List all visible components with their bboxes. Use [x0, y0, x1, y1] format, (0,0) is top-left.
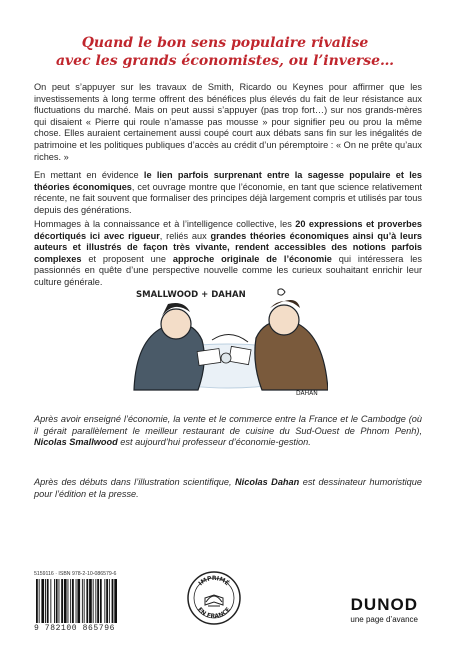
illustrator-bio — [34, 477, 422, 500]
text-run: Après avoir enseigné l’économie, la vente et le commerce entre la France et le Cambodge (où il gérait parallèlement le meilleur restaurant de cuisine du Sud-Ouest de Phnom Penh), — [34, 414, 422, 436]
paragraph-intro — [34, 82, 422, 163]
barcode — [34, 579, 144, 625]
publisher-logo: DUNOD — [350, 595, 418, 614]
isbn-line: 5159116 · ISBN 978-2-10-086579-6 — [34, 571, 117, 577]
text-run: est aujourd’hui professeur d’économie-gestion. — [117, 437, 311, 448]
text-run: qui intéressera les passionnés en quête d’une perspective nouvelle comme les curieux souhaitant enrichir leur culture générale. — [34, 253, 422, 287]
cover-illustration — [128, 286, 328, 400]
text-run: , cet ouvrage montre que l’économie, en tant que science relativement récente, ne fait souvent que formaliser des principes déjà largement compris et utilisés par tous depuis des générations. — [34, 181, 422, 215]
illustration-signature: SMALLWOOD + DAHAN — [136, 290, 246, 300]
text-run: Hommages à la connaissance et à l’intelligence collective, les — [34, 219, 296, 229]
emphasis-text: 20 expressions et proverbes décortiqués ici avec rigueur — [34, 219, 422, 241]
text-run: et proposent une — [81, 253, 173, 264]
paragraph-tribute — [34, 219, 422, 289]
author-bio — [34, 414, 422, 449]
headline-line-1: Quand le bon sens populaire rivalise — [81, 35, 369, 51]
emphasis-text: grandes théories économiques ainsi qu’à leurs auteurs et illustrés de façon très vivante, rendent accessibles des notions parfois complexes — [34, 230, 422, 264]
emphasis-text: le lien parfois surprenant entre la sagesse populaire et les théories économiques — [34, 170, 422, 192]
text-run: , reliés aux — [159, 230, 211, 241]
illustration-artist-mark: DAHAN — [296, 390, 318, 397]
seal-top-text: IMPRIMÉ — [197, 574, 231, 588]
emphasis-text: Nicolas Dahan — [235, 477, 300, 487]
barcode-number: 9 782100 865796 — [34, 624, 116, 633]
emphasis-text: approche originale de l’économie — [172, 253, 332, 264]
text-run: En mettant en évidence — [34, 170, 144, 180]
paragraph-link — [34, 170, 422, 216]
emphasis-text: Nicolas Smallwood — [34, 437, 118, 448]
text-run: On peut s’appuyer sur les travaux de Smith, Ricardo ou Keynes pour affirmer que les investissements à long terme offrent des bénéfices plus élevés du fait de leur résistance aux fluctuations du marché. Mais on peut aussi s’appuyer (pas trop fort…) sur nos grands-mères qui disaient « Pierre qui roule n’amasse pas mousse » pour signifier peu ou prou la même chose. Elles auraient certainement aussi coupé court aux débats sans fin sur les inégalités de patrimoine et les politiques publiques d’accès au crédit d’un péremptoire : « On ne prête qu’aux riches. » — [34, 82, 422, 162]
printed-in-france-seal — [186, 570, 242, 626]
publisher-block — [350, 596, 418, 624]
headline-line-2: avec les grands économistes, ou l’inverse… — [55, 53, 395, 69]
text-run: Après des débuts dans l’illustration scientifique, — [34, 477, 236, 487]
seal-bottom-text: EN FRANCE — [196, 606, 232, 621]
publisher-tagline: une page d’avance — [350, 615, 418, 624]
text-run: est dessinateur humoristique pour l’édition et la presse. — [34, 477, 422, 499]
